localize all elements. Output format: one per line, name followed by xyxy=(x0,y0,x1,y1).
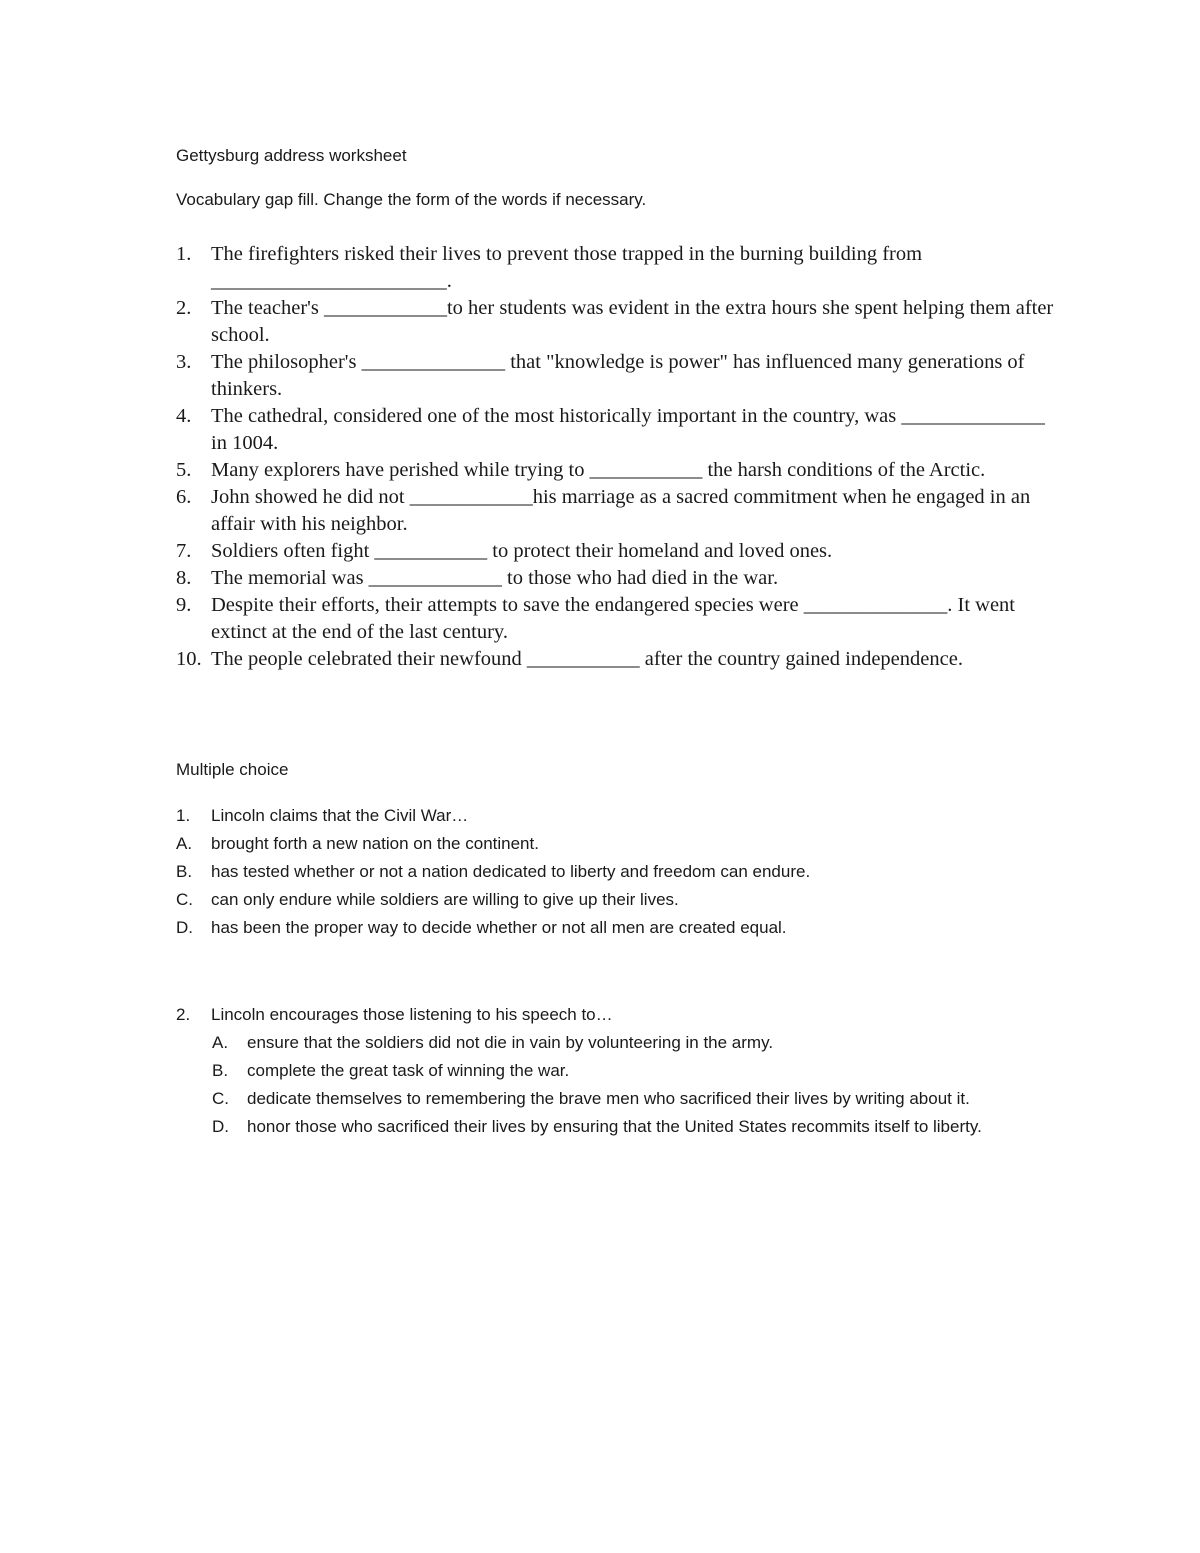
vocabulary-item xyxy=(176,349,1056,403)
option-letter: D. xyxy=(212,1117,229,1136)
question-1-option-c xyxy=(176,886,1056,914)
vocabulary-item-text: The firefighters risked their lives to prevent those trapped in the burning building from _______________________. xyxy=(211,243,923,292)
question-1-stem xyxy=(176,802,1056,830)
vocabulary-item-number: 2. xyxy=(176,297,192,319)
option-letter: B. xyxy=(176,862,193,881)
vocabulary-item-text: Many explorers have perished while trying to ___________ the harsh conditions of the Arctic. xyxy=(211,459,986,481)
question-2-option-d xyxy=(176,1113,1056,1141)
vocabulary-item-number: 8. xyxy=(176,567,192,589)
vocabulary-item-text: Soldiers often fight ___________ to protect their homeland and loved ones. xyxy=(211,540,833,562)
question-1 xyxy=(176,802,1056,942)
vocabulary-item-text: The cathedral, considered one of the most historically important in the country, was ______________ in 1004. xyxy=(211,405,1045,454)
option-letter: C. xyxy=(176,890,193,909)
question-1-text: Lincoln claims that the Civil War… xyxy=(211,806,469,825)
vocabulary-item xyxy=(176,565,1056,592)
question-2 xyxy=(176,1001,1056,1141)
multiple-choice-heading: Multiple choice xyxy=(176,760,289,779)
option-letter: C. xyxy=(212,1089,229,1108)
vocabulary-item-number: 10. xyxy=(176,648,202,670)
option-letter: A. xyxy=(176,834,193,853)
vocabulary-item-text: The teacher's ____________to her students was evident in the extra hours she spent helping them after school. xyxy=(211,297,1054,346)
vocabulary-item-number: 4. xyxy=(176,405,192,427)
vocabulary-item-number: 1. xyxy=(176,243,192,265)
question-1-option-a xyxy=(176,830,1056,858)
vocabulary-list xyxy=(176,241,1056,673)
vocabulary-item xyxy=(176,295,1056,349)
vocabulary-instructions: Vocabulary gap fill. Change the form of the words if necessary. xyxy=(176,190,647,209)
question-2-options xyxy=(176,1029,1056,1141)
option-text: ensure that the soldiers did not die in vain by volunteering in the army. xyxy=(247,1033,774,1052)
vocabulary-item-number: 3. xyxy=(176,351,192,373)
vocabulary-item-text: The memorial was _____________ to those who had died in the war. xyxy=(211,567,779,589)
option-text: has been the proper way to decide whether or not all men are created equal. xyxy=(211,918,787,937)
question-2-option-a xyxy=(176,1029,1056,1057)
vocabulary-item-text: John showed he did not ____________his marriage as a sacred commitment when he engaged in an affair with his neighbor. xyxy=(211,486,1031,535)
vocabulary-item xyxy=(176,457,1056,484)
question-2-number: 2. xyxy=(176,1005,191,1024)
option-text: brought forth a new nation on the continent. xyxy=(211,834,539,853)
option-text: dedicate themselves to remembering the brave men who sacrificed their lives by writing about it. xyxy=(247,1089,970,1108)
option-text: can only endure while soldiers are willing to give up their lives. xyxy=(211,890,679,909)
question-2-text: Lincoln encourages those listening to his speech to… xyxy=(211,1005,613,1024)
option-text: has tested whether or not a nation dedicated to liberty and freedom can endure. xyxy=(211,862,811,881)
option-text: honor those who sacrificed their lives by ensuring that the United States recommits itself to liberty. xyxy=(247,1117,982,1136)
question-1-option-b xyxy=(176,858,1056,886)
question-1-number: 1. xyxy=(176,806,191,825)
vocabulary-item-text: Despite their efforts, their attempts to save the endangered species were ______________. It went extinct at the end of the last century. xyxy=(211,594,1016,643)
vocabulary-item-number: 9. xyxy=(176,594,192,616)
vocabulary-item xyxy=(176,646,1056,673)
question-2-option-b xyxy=(176,1057,1056,1085)
option-letter: B. xyxy=(212,1061,229,1080)
vocabulary-item xyxy=(176,592,1056,646)
question-2-option-c xyxy=(176,1085,1056,1113)
vocabulary-item-number: 6. xyxy=(176,486,192,508)
vocabulary-item-text: The people celebrated their newfound ___________ after the country gained independence. xyxy=(211,648,963,670)
vocabulary-item xyxy=(176,241,1056,295)
vocabulary-item-number: 7. xyxy=(176,540,192,562)
question-2-stem xyxy=(176,1001,1056,1029)
question-1-option-d xyxy=(176,914,1056,942)
vocabulary-item xyxy=(176,403,1056,457)
vocabulary-item-number: 5. xyxy=(176,459,192,481)
option-text: complete the great task of winning the war. xyxy=(247,1061,570,1080)
vocabulary-item xyxy=(176,484,1056,538)
vocabulary-item-text: The philosopher's ______________ that "knowledge is power" has influenced many generations of thinkers. xyxy=(211,351,1025,400)
vocabulary-item xyxy=(176,538,1056,565)
option-letter: A. xyxy=(212,1033,229,1052)
page-title: Gettysburg address worksheet xyxy=(176,146,407,165)
option-letter: D. xyxy=(176,918,193,937)
